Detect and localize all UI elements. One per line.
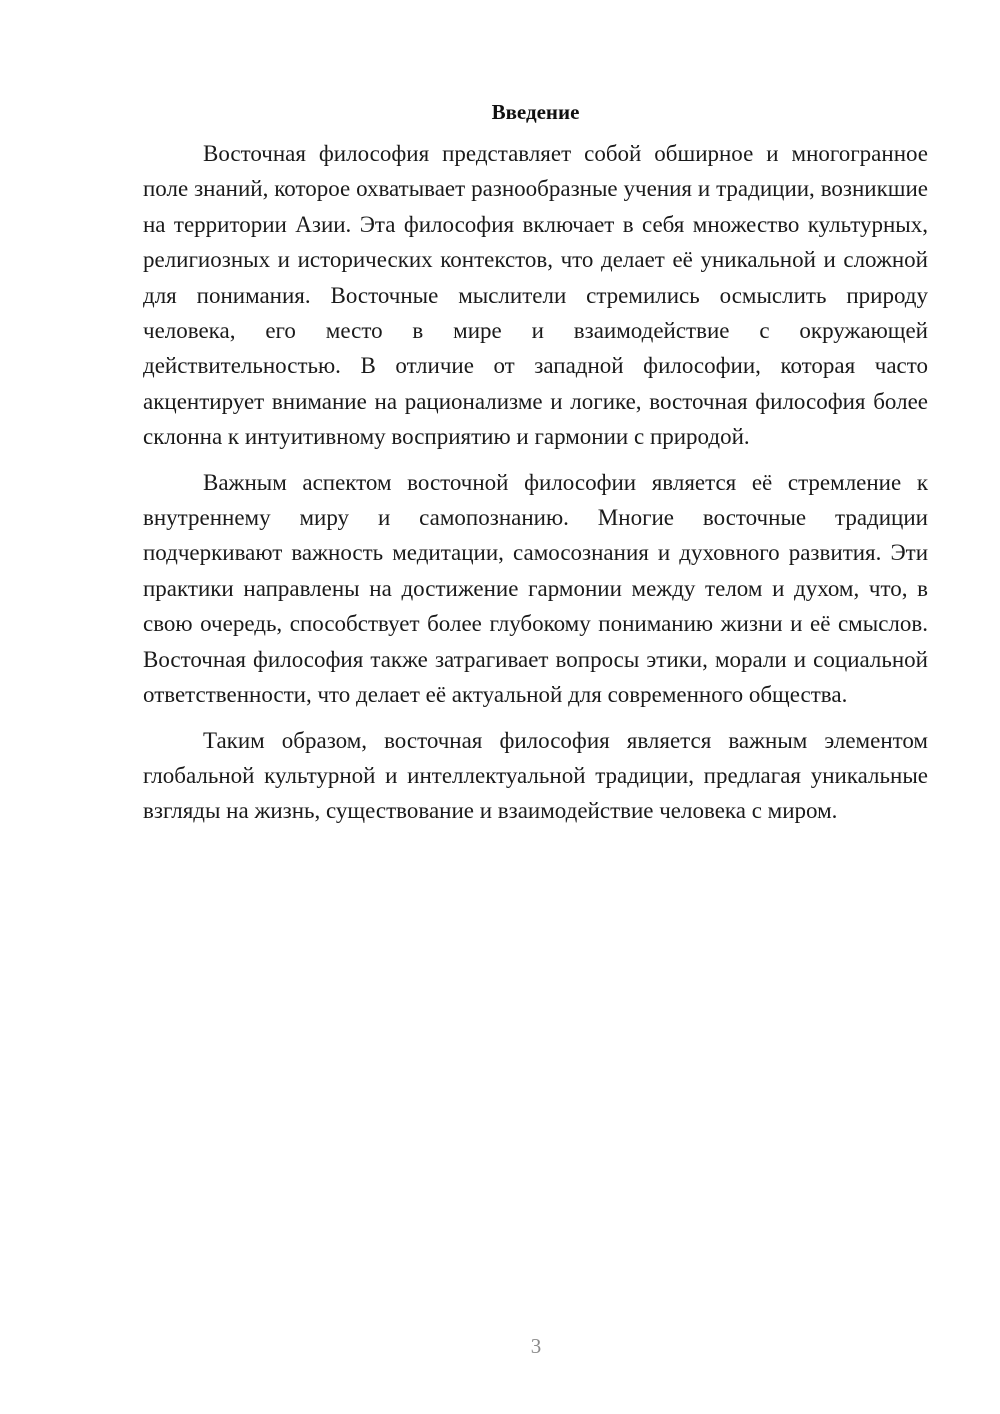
page-number: 3	[530, 1334, 542, 1358]
section-heading: Введение	[491, 100, 580, 124]
page-content	[143, 96, 928, 829]
paragraph-3: Таким образом, восточная философия является важным элементом глобальной культурной и интеллектуальной традиции, предлагая уникальные взгляды на жизнь, существование и взаимодействие человека с миром.	[143, 727, 928, 824]
paragraph-2: Важным аспектом восточной философии является её стремление к внутреннему миру и самопознанию. Многие восточные традиции подчеркивают важность медитации, самосознания и духовного развития. Эти практики направлены на достижение гармонии между телом и духом, что, в свою очередь, способствует более глубокому пониманию жизни и её смыслов. Восточная философия также затрагивает вопросы этики, морали и социальной ответственности, что делает её актуальной для современного общества.	[143, 469, 928, 708]
paragraph-1: Восточная философия представляет собой обширное и многогранное поле знаний, которое охватывает разнообразные учения и традиции, возникшие на территории Азии. Эта философия включает в себя множество культурных, религиозных и исторических контекстов, что делает её уникальной и сложной для понимания. Восточные мыслители стремились осмыслить природу человека, его место в мире и взаимодействие с окружающей действительностью. В отличие от западной философии, которая часто акцентирует внимание на рационализме и логике, восточная философия более склонна к интуитивному восприятию и гармонии с природой.	[143, 141, 928, 450]
